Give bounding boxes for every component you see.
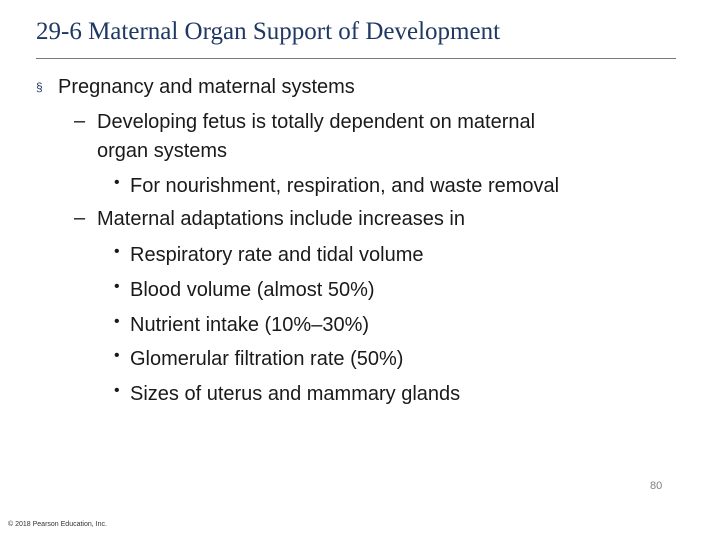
dot-bullet-icon: • — [114, 278, 120, 295]
dot-bullet-icon: • — [114, 382, 120, 399]
bullet-level1-text: Pregnancy and maternal systems — [58, 76, 355, 98]
page-number: 80 — [650, 480, 663, 492]
bullet-level3-text: Blood volume (almost 50%) — [130, 279, 375, 301]
title-divider — [36, 58, 676, 59]
bullet-level2-text: Developing fetus is totally dependent on maternal — [97, 111, 536, 133]
bullet-level3-text: Respiratory rate and tidal volume — [130, 244, 424, 266]
bullet-level2-continuation: organ systems — [97, 140, 228, 162]
copyright-notice: © 2018 Pearson Education, Inc. — [8, 521, 107, 528]
bullet-level3-text: For nourishment, respiration, and waste removal — [130, 175, 560, 197]
bullet-level2-text: Maternal adaptations include increases in — [97, 208, 465, 230]
dot-bullet-icon: • — [114, 243, 120, 260]
dash-bullet-icon: – — [74, 207, 86, 229]
bullet-level3-text: Nutrient intake (10%–30%) — [130, 314, 370, 336]
dot-bullet-icon: • — [114, 347, 120, 364]
slide-title: 29-6 Maternal Organ Support of Development — [36, 18, 501, 45]
bullet-level3-text: Sizes of uterus and mammary glands — [130, 383, 461, 405]
dot-bullet-icon: • — [114, 174, 120, 191]
dot-bullet-icon: • — [114, 313, 120, 330]
square-bullet-icon: § — [36, 80, 43, 94]
bullet-level3-text: Glomerular filtration rate (50%) — [130, 348, 404, 370]
dash-bullet-icon: – — [74, 110, 86, 132]
